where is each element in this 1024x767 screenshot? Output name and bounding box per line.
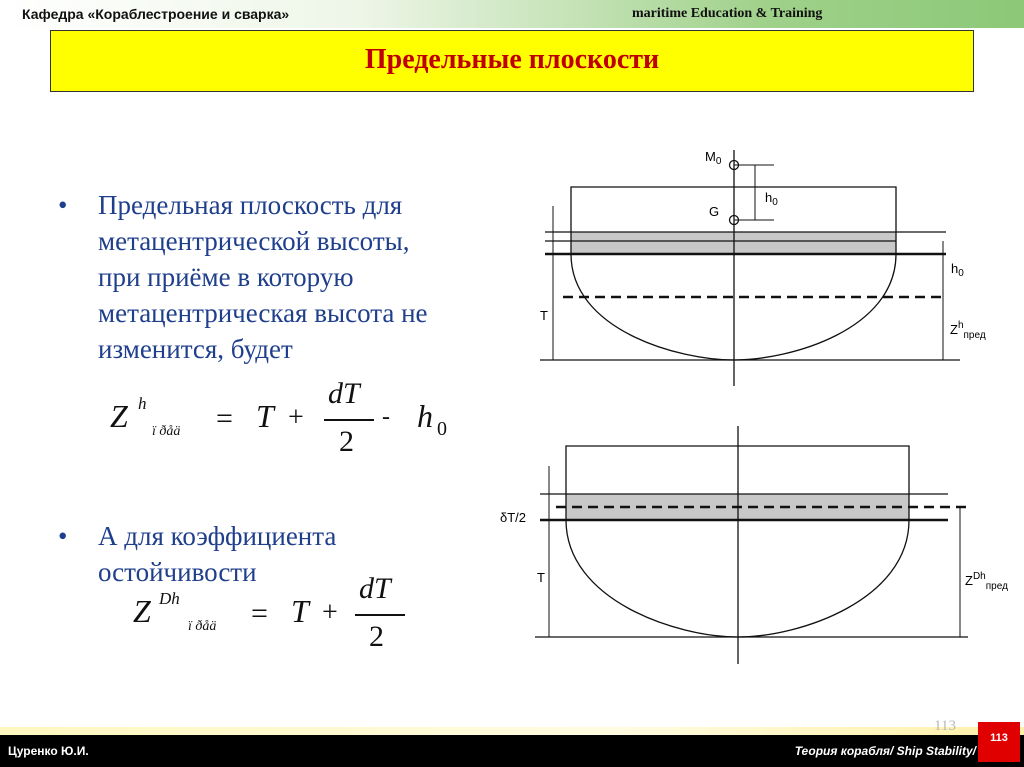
brand-name: maritime Education & Training	[632, 6, 823, 21]
page-number: 113	[990, 732, 1008, 744]
formula-t: T	[291, 593, 309, 629]
bullet-icon: •	[58, 521, 68, 551]
formula-h: h	[417, 398, 433, 434]
formula-z: Z	[110, 398, 128, 434]
bullet-line: остойчивости	[98, 557, 257, 587]
author-name: Цуренко Ю.И.	[8, 744, 89, 758]
g-label: G	[709, 204, 720, 219]
bullet-line: А для коэффициента	[98, 521, 337, 551]
m0-label: $M_0$	[705, 149, 722, 167]
formula-num: dT	[359, 572, 391, 605]
h0-right-label: $h_0$	[951, 261, 964, 279]
formula-h-sub: 0	[437, 418, 447, 440]
bullet-icon: •	[58, 190, 68, 220]
diagram-metacentric-plane	[540, 149, 986, 386]
formula-eq: =	[251, 597, 268, 630]
formula-z: Z	[133, 593, 151, 629]
department-name: Кафедра «Кораблестроение и сварка»	[22, 6, 290, 22]
formula-plus: +	[288, 402, 304, 433]
formula-plus: +	[322, 597, 338, 628]
formula-sub: ï ðåä	[188, 619, 217, 634]
formula-sup: h	[138, 394, 147, 413]
course-name: Теория корабля/ Ship Stability/	[794, 744, 976, 758]
diagram-stability-plane	[500, 426, 1008, 664]
bullet-line: метацентрическая высота не	[98, 298, 428, 328]
ghost-page-number: 113	[934, 718, 956, 734]
formula-den: 2	[339, 425, 354, 458]
formula-minus: -	[382, 404, 390, 430]
formula-den: 2	[369, 620, 384, 653]
page-number-box	[978, 722, 1020, 762]
formula-sup: Dh	[159, 589, 180, 608]
slide-title: Предельные плоскости	[364, 44, 660, 75]
bullet-line: при приёме в которую	[98, 262, 354, 292]
footer-bar	[0, 735, 1024, 767]
bullet-line: метацентрической высоты,	[98, 226, 410, 256]
formula-t: T	[256, 398, 274, 434]
t-label: T	[540, 308, 548, 323]
h0-label: $h_0$	[765, 190, 778, 208]
t-label: T	[537, 570, 545, 585]
bullet-line: изменится, будет	[98, 334, 293, 364]
dt2-label: δT/2	[500, 510, 527, 525]
formula-num: dT	[328, 377, 360, 410]
z-label: $Z^h_{пред}$	[950, 320, 986, 341]
bullet-line: Предельная плоскость для	[98, 190, 403, 220]
footer-accent	[0, 727, 1024, 735]
z-label: $Z^{Dh}_{пред}$	[965, 571, 1008, 592]
formula-sub: ï ðåä	[152, 424, 181, 439]
formula-eq: =	[216, 402, 233, 435]
